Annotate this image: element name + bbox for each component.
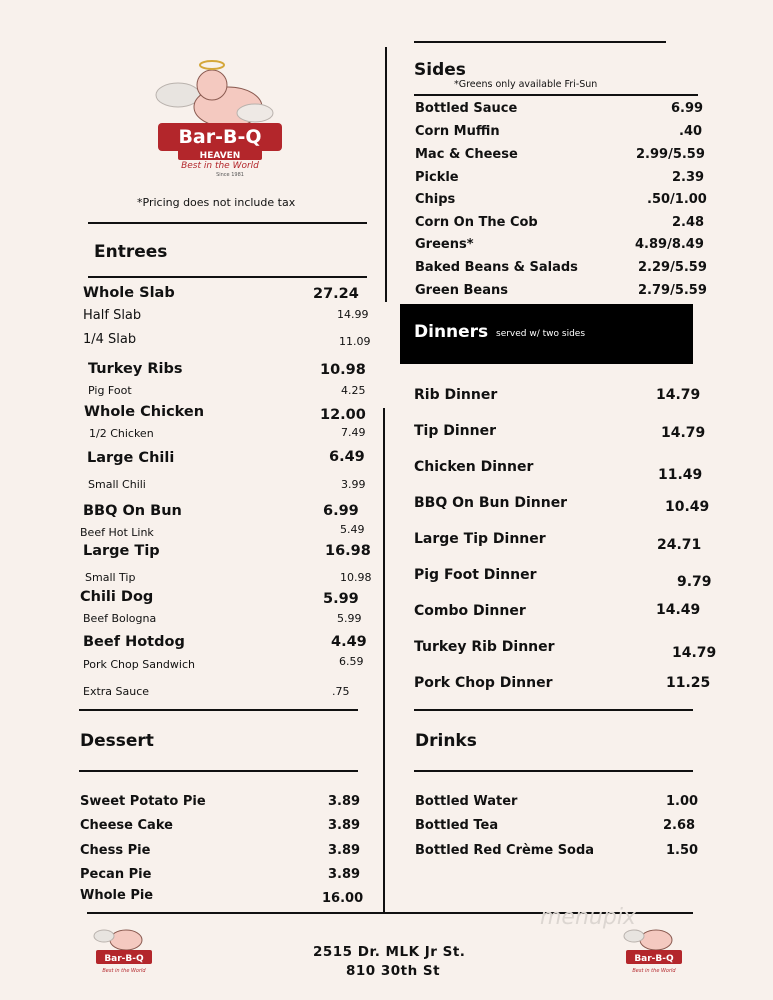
entrees-item-price: 5.99: [337, 612, 362, 625]
entrees-item-name: Small Chili: [88, 478, 146, 491]
footer-logo-left-tagline: Best in the World: [102, 968, 146, 974]
drinks-item-price: 1.00: [666, 794, 699, 809]
sides-item-name: Chips: [415, 192, 456, 207]
dessert-item-price: 3.89: [328, 867, 361, 882]
entrees-item-price: 16.98: [325, 543, 371, 559]
dessert-item-price: 3.89: [328, 794, 361, 809]
entrees-item-price: 6.59: [339, 655, 364, 668]
sides-item-name: Bottled Sauce: [415, 101, 518, 116]
dinners-item-price: 14.79: [672, 645, 717, 661]
dinners-item-name: BBQ On Bun Dinner: [414, 495, 568, 511]
sides-item-name: Green Beans: [415, 283, 508, 298]
dinners-heading: Dinners: [414, 322, 489, 342]
entrees-heading: Entrees: [94, 242, 168, 262]
sides-heading: Sides: [414, 60, 466, 80]
address-line1: 2515 Dr. MLK Jr St.: [313, 944, 466, 960]
entrees-item-price: 5.49: [340, 523, 365, 536]
entrees-item-name: Half Slab: [83, 308, 142, 323]
dessert-heading: Dessert: [80, 731, 154, 751]
dinners-item-price: 14.79: [661, 425, 706, 441]
sides-item-price: 2.48: [672, 215, 705, 230]
entrees-item-name: Turkey Ribs: [88, 361, 183, 377]
entrees-item-price: 5.99: [323, 591, 359, 607]
dinners-banner: [400, 304, 693, 364]
tax-note: *Pricing does not include tax: [137, 196, 296, 209]
drinks-item-name: Bottled Tea: [415, 818, 499, 833]
divider: [88, 222, 367, 224]
drinks-item-price: 2.68: [663, 818, 696, 833]
entrees-item-name: Pork Chop Sandwich: [83, 658, 195, 671]
entrees-item-price: 11.09: [339, 335, 371, 348]
divider: [414, 709, 693, 711]
entrees-item-price: 7.49: [341, 426, 366, 439]
dinners-item-name: Pork Chop Dinner: [414, 675, 553, 691]
entrees-item-name: Beef Hotdog: [83, 634, 185, 650]
dinners-item-name: Combo Dinner: [414, 603, 526, 619]
entrees-item-name: Beef Hot Link: [80, 526, 154, 539]
divider: [79, 770, 358, 772]
entrees-item-name: BBQ On Bun: [83, 503, 182, 519]
entrees-item-name: Large Tip: [83, 543, 160, 559]
entrees-item-price: 3.99: [341, 478, 366, 491]
dessert-item-name: Chess Pie: [80, 843, 151, 858]
footer-logo-right-tagline: Best in the World: [632, 968, 676, 974]
dessert-item-name: Cheese Cake: [80, 818, 173, 833]
entrees-item-name: Small Tip: [85, 571, 136, 584]
footer-logo-left: [92, 922, 156, 977]
sides-item-name: Greens*: [415, 237, 474, 252]
logo-line2: HEAVEN: [199, 151, 241, 161]
dinners-item-name: Chicken Dinner: [414, 459, 534, 475]
dinners-item-price: 14.79: [656, 387, 701, 403]
sides-item-price: 2.79/5.59: [638, 283, 707, 298]
sides-note: *Greens only available Fri-Sun: [454, 79, 598, 90]
dinners-item-name: Tip Dinner: [414, 423, 496, 439]
dessert-item-price: 3.89: [328, 818, 361, 833]
divider: [414, 770, 693, 772]
sides-item-price: .40: [679, 124, 703, 139]
dinners-item-price: 9.79: [677, 574, 712, 590]
sides-item-name: Corn Muffin: [415, 124, 500, 139]
dinners-item-price: 10.49: [665, 499, 710, 515]
divider: [79, 709, 358, 711]
dessert-item-name: Whole Pie: [80, 888, 154, 903]
entrees-item-name: Extra Sauce: [83, 685, 150, 698]
sides-item-price: 4.89/8.49: [635, 237, 704, 252]
dessert-item-name: Sweet Potato Pie: [80, 794, 206, 809]
footer-logo-right: [622, 922, 686, 977]
brand-logo: [150, 55, 290, 180]
entrees-item-price: 6.99: [323, 503, 359, 519]
entrees-item-price: 27.24: [313, 286, 359, 302]
sides-item-name: Mac & Cheese: [415, 147, 518, 162]
drinks-item-name: Bottled Red Crème Soda: [415, 843, 595, 858]
entrees-item-name: Pig Foot: [88, 384, 132, 397]
sides-item-name: Pickle: [415, 170, 459, 185]
entrees-item-name: Chili Dog: [80, 589, 154, 605]
dessert-item-name: Pecan Pie: [80, 867, 152, 882]
dinners-item-name: Pig Foot Dinner: [414, 567, 537, 583]
sides-item-price: 2.39: [672, 170, 705, 185]
entrees-item-name: Large Chili: [87, 450, 175, 466]
dinners-item-name: Rib Dinner: [414, 387, 498, 403]
entrees-item-price: 12.00: [320, 407, 366, 423]
entrees-item-name: Whole Slab: [83, 285, 175, 301]
entrees-item-price: 10.98: [340, 571, 372, 584]
footer-logo-left-text: Bar-B-Q: [104, 954, 144, 964]
sides-item-name: Corn On The Cob: [415, 215, 538, 230]
entrees-item-name: 1/4 Slab: [83, 332, 137, 347]
dessert-item-price: 16.00: [322, 891, 364, 906]
address-line2: 810 30th St: [346, 963, 441, 979]
entrees-item-price: 4.25: [341, 384, 366, 397]
sides-item-price: 2.29/5.59: [638, 260, 707, 275]
column-divider: [383, 408, 385, 913]
sides-item-price: 2.99/5.59: [636, 147, 705, 162]
entrees-item-name: Whole Chicken: [84, 404, 205, 420]
logo-tagline: Best in the World: [181, 161, 259, 171]
dinners-item-name: Turkey Rib Dinner: [414, 639, 555, 655]
entrees-item-price: 4.49: [331, 634, 367, 650]
dinners-item-price: 24.71: [657, 537, 702, 553]
sides-item-price: 6.99: [671, 101, 704, 116]
divider: [414, 94, 698, 96]
dinners-item-price: 14.49: [656, 602, 701, 618]
divider: [88, 276, 367, 278]
column-divider: [385, 47, 387, 302]
watermark: menupix: [540, 905, 636, 930]
dessert-item-price: 3.89: [328, 843, 361, 858]
dinners-subtitle: served w/ two sides: [496, 329, 586, 339]
entrees-item-price: .75: [332, 685, 350, 698]
dinners-item-name: Large Tip Dinner: [414, 531, 546, 547]
entrees-item-name: 1/2 Chicken: [89, 427, 154, 440]
sides-item-price: .50/1.00: [647, 192, 707, 207]
dinners-item-price: 11.25: [666, 675, 711, 691]
entrees-item-name: Beef Bologna: [83, 612, 157, 625]
logo-since: Since 1981: [216, 172, 244, 178]
drinks-item-name: Bottled Water: [415, 794, 518, 809]
drinks-heading: Drinks: [415, 731, 477, 751]
entrees-item-price: 6.49: [329, 449, 365, 465]
entrees-item-price: 10.98: [320, 362, 366, 378]
logo-line1: Bar-B-Q: [178, 126, 262, 148]
divider: [414, 41, 666, 43]
dinners-item-price: 11.49: [658, 467, 703, 483]
entrees-item-price: 14.99: [337, 308, 369, 321]
drinks-item-price: 1.50: [666, 843, 699, 858]
footer-logo-right-text: Bar-B-Q: [634, 954, 674, 964]
sides-item-name: Baked Beans & Salads: [415, 260, 578, 275]
